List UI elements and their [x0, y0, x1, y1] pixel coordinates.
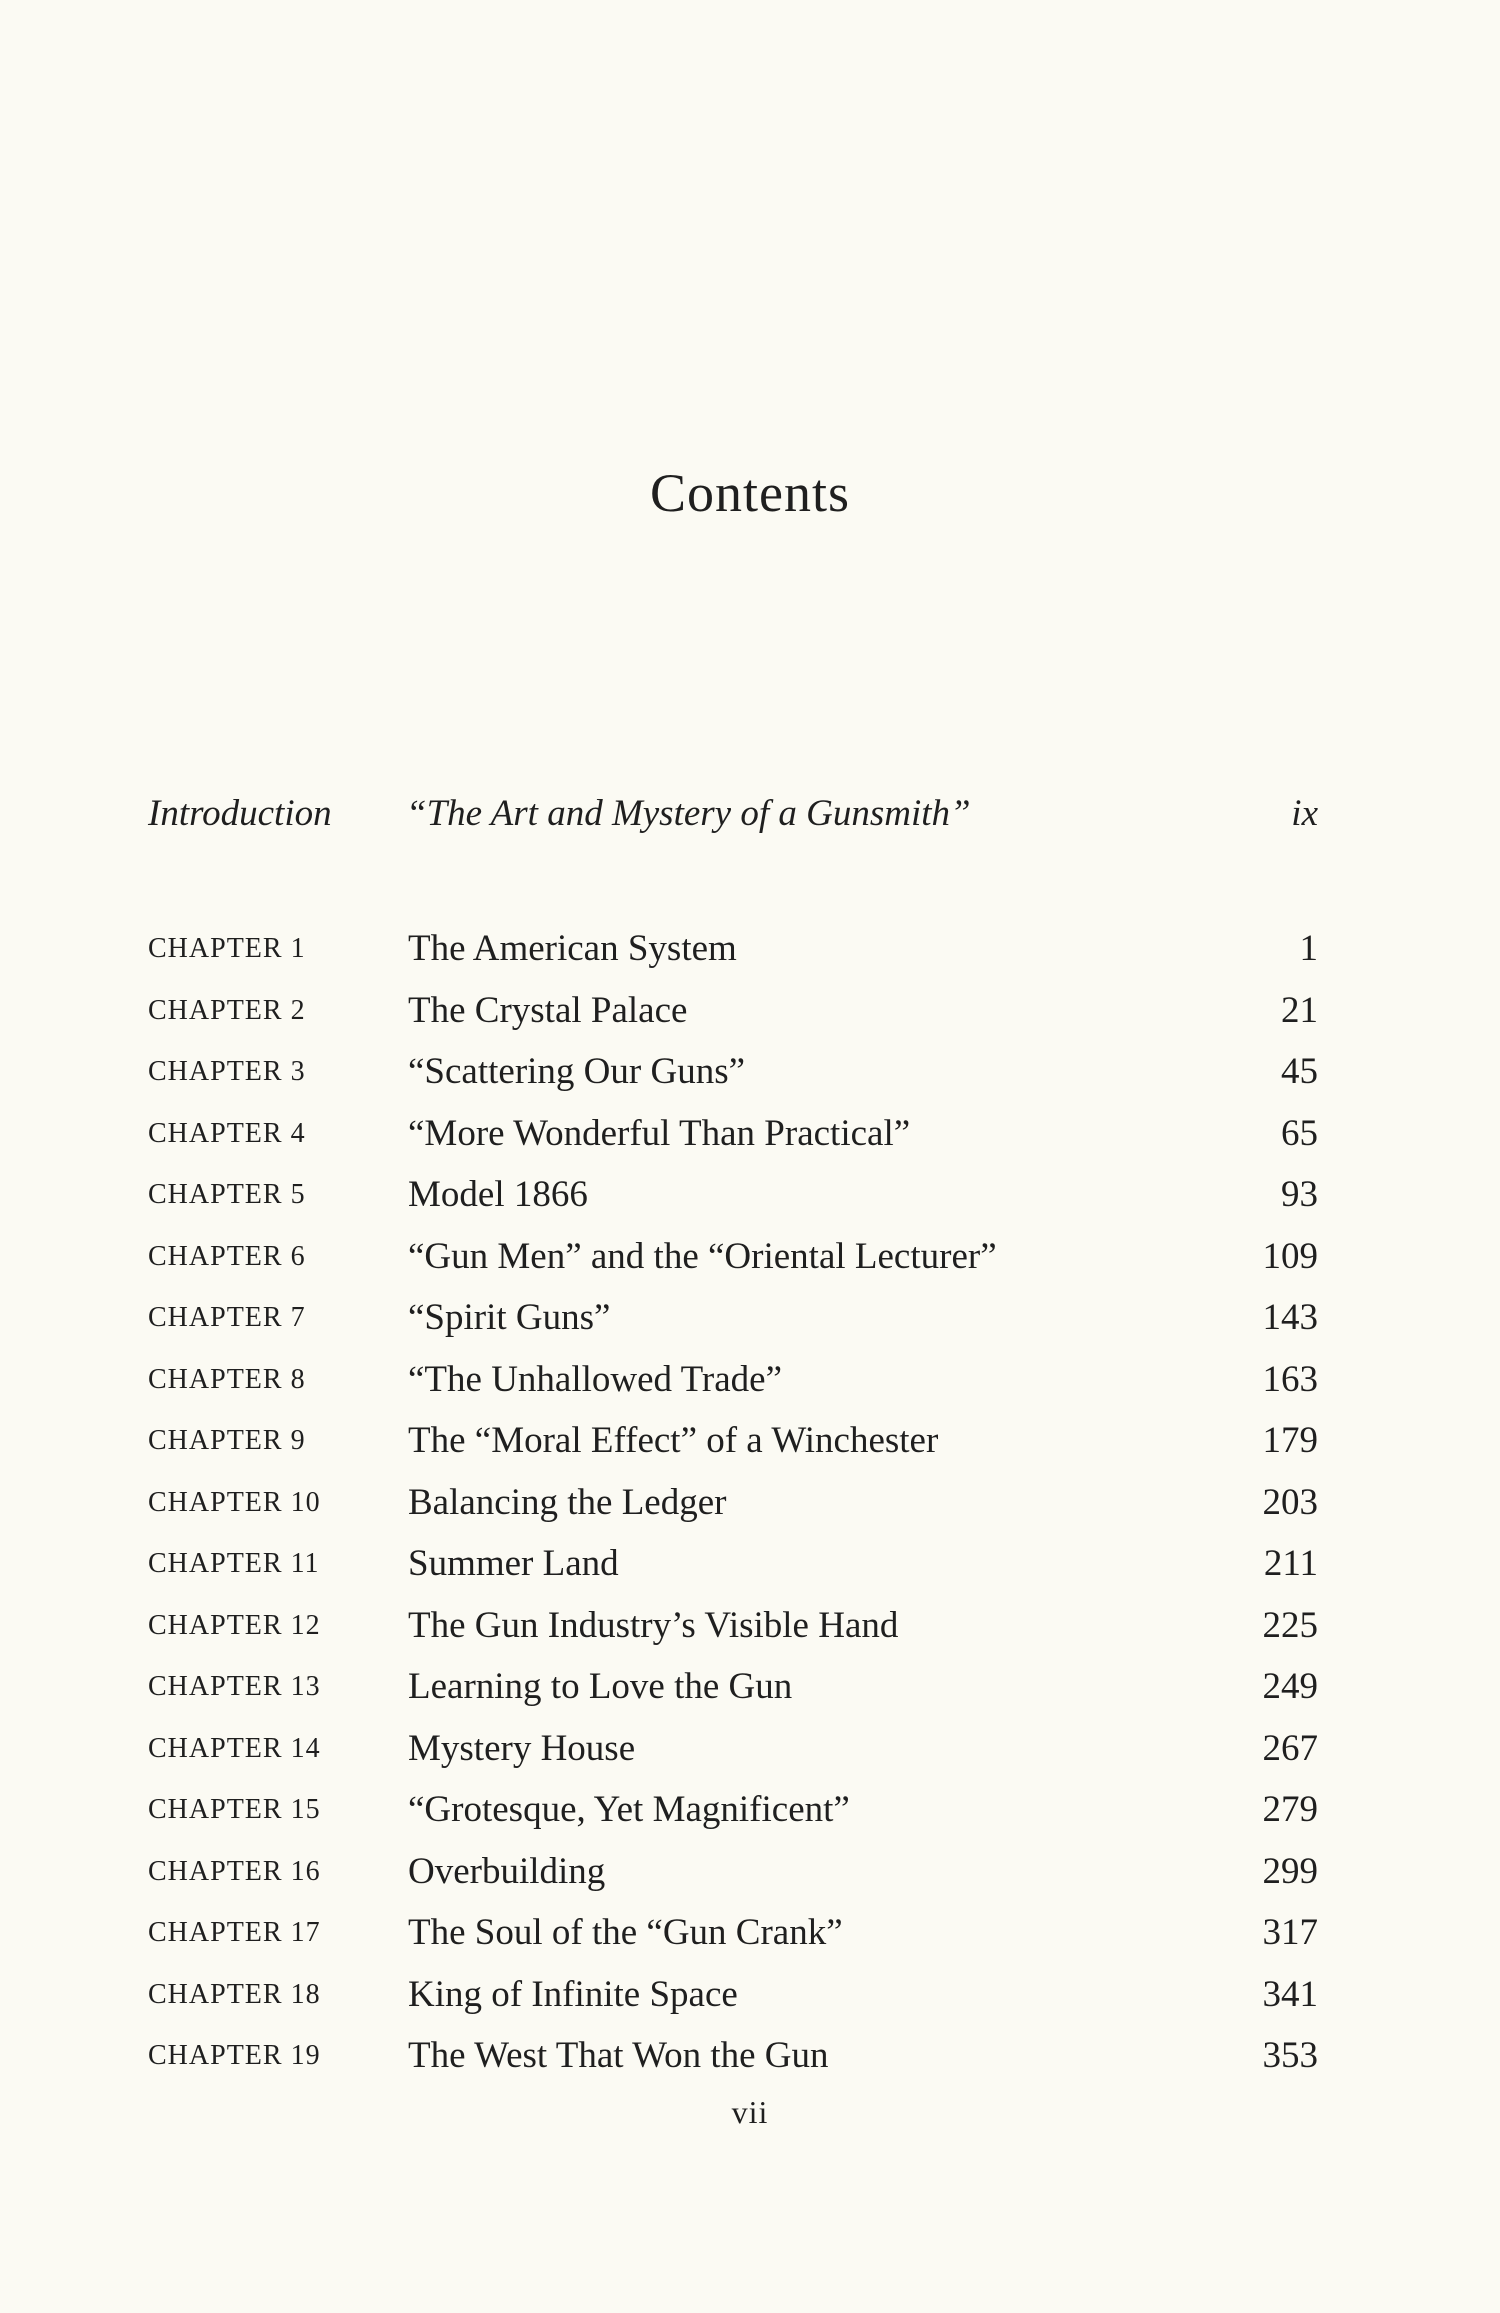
chapter-entry[interactable]	[148, 1656, 1318, 1718]
chapter-label: CHAPTER 5	[148, 1179, 306, 1210]
chapter-page-number: 163	[1262, 1358, 1318, 1400]
chapter-page-number: 225	[1262, 1604, 1318, 1646]
chapter-title: The Soul of the “Gun Crank”	[408, 1912, 843, 1953]
chapter-title: The “Moral Effect” of a Winchester	[408, 1420, 939, 1461]
chapter-title: “More Wonderful Than Practical”	[408, 1112, 911, 1154]
chapter-entry[interactable]	[148, 1902, 1318, 1964]
chapter-entry[interactable]	[148, 2025, 1318, 2087]
chapter-entry[interactable]	[148, 1287, 1318, 1349]
chapter-entry[interactable]	[148, 1349, 1318, 1411]
chapter-label: CHAPTER 15	[148, 1794, 321, 1825]
chapter-label: CHAPTER 17	[148, 1917, 321, 1948]
chapter-label: CHAPTER 18	[148, 1978, 321, 2010]
chapter-page-number: 21	[1281, 989, 1318, 1031]
chapter-entry[interactable]	[148, 1533, 1318, 1595]
chapter-label: CHAPTER 7	[148, 1302, 306, 1333]
introduction-title: “The Art and Mystery of a Gunsmith”	[406, 793, 971, 834]
chapter-title: “Grotesque, Yet Magnificent”	[408, 1789, 850, 1830]
chapter-page-number: 93	[1281, 1174, 1318, 1215]
chapter-entry[interactable]	[148, 1841, 1318, 1903]
chapter-entry[interactable]	[148, 1718, 1318, 1780]
chapter-title: “Scattering Our Guns”	[408, 1051, 746, 1092]
chapter-page-number: 179	[1262, 1420, 1318, 1461]
chapter-label: CHAPTER 16	[148, 1855, 321, 1887]
chapter-page-number: 65	[1281, 1112, 1318, 1154]
chapter-entry[interactable]	[148, 980, 1318, 1042]
chapter-title: Balancing the Ledger	[408, 1481, 727, 1523]
chapter-label: CHAPTER 9	[148, 1425, 306, 1456]
chapter-entry[interactable]	[148, 1595, 1318, 1657]
chapter-label: CHAPTER 1	[148, 933, 306, 964]
chapter-title: “The Unhallowed Trade”	[408, 1358, 783, 1400]
chapter-title: Summer Land	[408, 1543, 619, 1584]
chapter-title: Mystery House	[408, 1727, 636, 1769]
chapter-label: CHAPTER 14	[148, 1732, 321, 1764]
chapter-label: CHAPTER 6	[148, 1240, 306, 1272]
chapter-title: King of Infinite Space	[408, 1973, 738, 2015]
chapter-title: “Gun Men” and the “Oriental Lecturer”	[408, 1235, 997, 1277]
chapter-page-number: 211	[1263, 1543, 1318, 1584]
page-title: Contents	[649, 463, 850, 523]
chapter-label: CHAPTER 2	[148, 994, 306, 1026]
chapter-page-number: 45	[1281, 1051, 1318, 1092]
chapter-label: CHAPTER 8	[148, 1363, 306, 1395]
chapter-entry[interactable]	[148, 1779, 1318, 1841]
chapter-title: The Gun Industry’s Visible Hand	[408, 1604, 899, 1646]
chapter-page-number: 249	[1262, 1666, 1318, 1707]
chapter-page-number: 1	[1299, 928, 1318, 969]
chapter-entry[interactable]	[148, 918, 1318, 980]
chapter-page-number: 299	[1262, 1850, 1318, 1892]
introduction-label: Introduction	[148, 793, 332, 834]
chapter-entry[interactable]	[148, 1041, 1318, 1103]
introduction-entry[interactable]	[148, 792, 1318, 852]
chapter-label: CHAPTER 4	[148, 1117, 306, 1149]
chapter-page-number: 143	[1262, 1297, 1318, 1338]
chapter-entry[interactable]	[148, 1164, 1318, 1226]
chapter-label: CHAPTER 12	[148, 1609, 321, 1641]
chapter-label: CHAPTER 13	[148, 1671, 321, 1702]
chapter-label: CHAPTER 11	[148, 1548, 320, 1579]
chapter-page-number: 353	[1262, 2035, 1318, 2076]
page-number: vii	[731, 2094, 769, 2130]
chapter-page-number: 109	[1262, 1235, 1318, 1277]
chapter-list	[148, 918, 1318, 2087]
chapter-page-number: 267	[1262, 1727, 1318, 1769]
chapter-title: The American System	[408, 928, 737, 969]
chapter-page-number: 203	[1262, 1481, 1318, 1523]
chapter-entry[interactable]	[148, 1103, 1318, 1165]
chapter-title: Overbuilding	[408, 1850, 606, 1892]
chapter-entry[interactable]	[148, 1964, 1318, 2026]
chapter-entry[interactable]	[148, 1226, 1318, 1288]
chapter-label: CHAPTER 3	[148, 1056, 306, 1087]
chapter-page-number: 317	[1262, 1912, 1318, 1953]
chapter-title: Model 1866	[408, 1174, 588, 1215]
chapter-entry[interactable]	[148, 1472, 1318, 1534]
chapter-title: The West That Won the Gun	[408, 2035, 829, 2076]
chapter-page-number: 341	[1262, 1973, 1318, 2015]
chapter-page-number: 279	[1262, 1789, 1318, 1830]
chapter-label: CHAPTER 19	[148, 2040, 321, 2071]
chapter-entry[interactable]	[148, 1410, 1318, 1472]
chapter-title: The Crystal Palace	[408, 989, 688, 1031]
chapter-title: “Spirit Guns”	[408, 1297, 611, 1338]
introduction-page-number: ix	[1291, 793, 1318, 834]
chapter-label: CHAPTER 10	[148, 1486, 321, 1518]
chapter-title: Learning to Love the Gun	[408, 1666, 793, 1707]
